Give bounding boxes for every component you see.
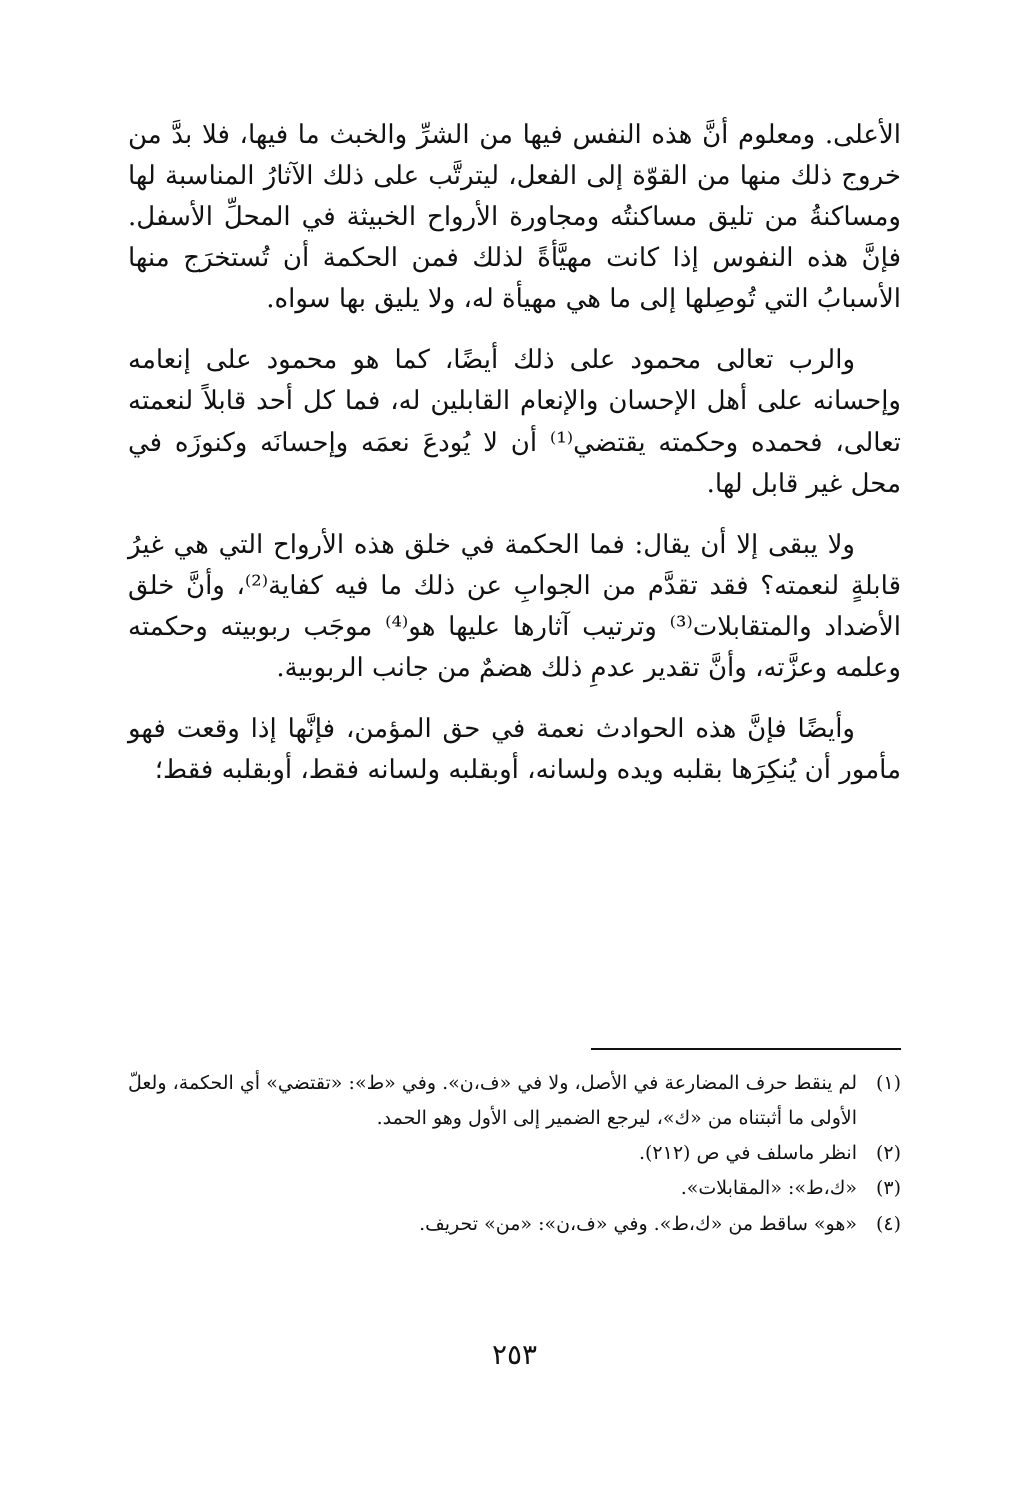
footnote-3 [128,1171,901,1206]
main-text [128,115,901,811]
footnote-number: (٢) [875,1142,901,1165]
page-number: ٢٥٣ [491,1338,538,1371]
footnote-number: (٣) [875,1177,901,1200]
footnote-text: انظر ماسلف في ص (٢١٢). [638,1142,857,1165]
footnote-1 [128,1066,901,1136]
footnote-text: لم ينقط حرف المضارعة في الأصل، ولا في «ف،ن». وفي «ط»: «تقتضي» أي الحكمة، ولعلّ الأولى ما أثبتناه من «ك»، ليرجع الضمير إلى الأول وهو الحمد. [128,1072,857,1130]
paragraph-2: والرب تعالى محمود على ذلك أيضًا، كما هو محمود على إنعامه وإحسانه على أهل الإحسان والإنعام القابلين له، فما كل أحد قابلاً لنعمته تعالى، فحمده وحكمته يقتضي⁽¹⁾ أن لا يُودعَ نعمَه وإحسانَه وكنوزَه في محل غير قابل لها. [128,345,901,499]
paragraph-3: ولا يبقى إلا أن يقال: فما الحكمة في خلق هذه الأرواح التي هي غيرُ قابلةٍ لنعمته؟ فقد تقدَّم من الجوابِ عن ذلك ما فيه كفاية⁽²⁾، وأنَّ خلق الأضداد والمتقابلات⁽³⁾ وترتيب آثارها عليها هو⁽⁴⁾ موجَب ربوبيته وحكمته وعلمه وعزَّته، وأنَّ تقدير عدمِ ذلك هضمٌ من جانب الربوبية. [128,529,902,683]
footnote-text: «هو» ساقط من «ك،ط». وفي «ف،ن»: «من» تحريف. [419,1212,857,1235]
footnote-number: (١) [875,1072,901,1094]
paragraph-4: وأيضًا فإنَّ هذه الحوادث نعمة في حق المؤمن، فإنَّها إذا وقعت فهو مأمور أن يُنكِرَها بقلبه ويده ولسانه، أوبقلبه ولسانه فقط، أوبقلبه فقط؛ [128,714,901,786]
paragraph-1: الأعلى. ومعلوم أنَّ هذه النفس فيها من الشرِّ والخبث ما فيها، فلا بدَّ من خروج ذلك منها من القوّة إلى الفعل، ليترتَّب على ذلك الآثارُ المناسبة لها ومساكنةُ من تليق مساكنتُه ومجاورة الأرواح الخبيثة في المحلِّ الأسفل. فإنَّ هذه النفوس إذا كانت مهيَّأةً لذلك فمن الحكمة أن تُستخرَج منها الأسبابُ التي تُوصِلها إلى ما هي مهيأة له، ولا يليق بها سواه. [128,120,901,315]
footnote-4 [128,1207,901,1242]
footnote-separator [591,1048,901,1050]
footnote-number: (٤) [875,1212,901,1235]
footnote-2 [128,1136,901,1171]
footnotes [128,1066,901,1242]
footnote-text: «ك،ط»: «المقابلات». [680,1177,857,1200]
